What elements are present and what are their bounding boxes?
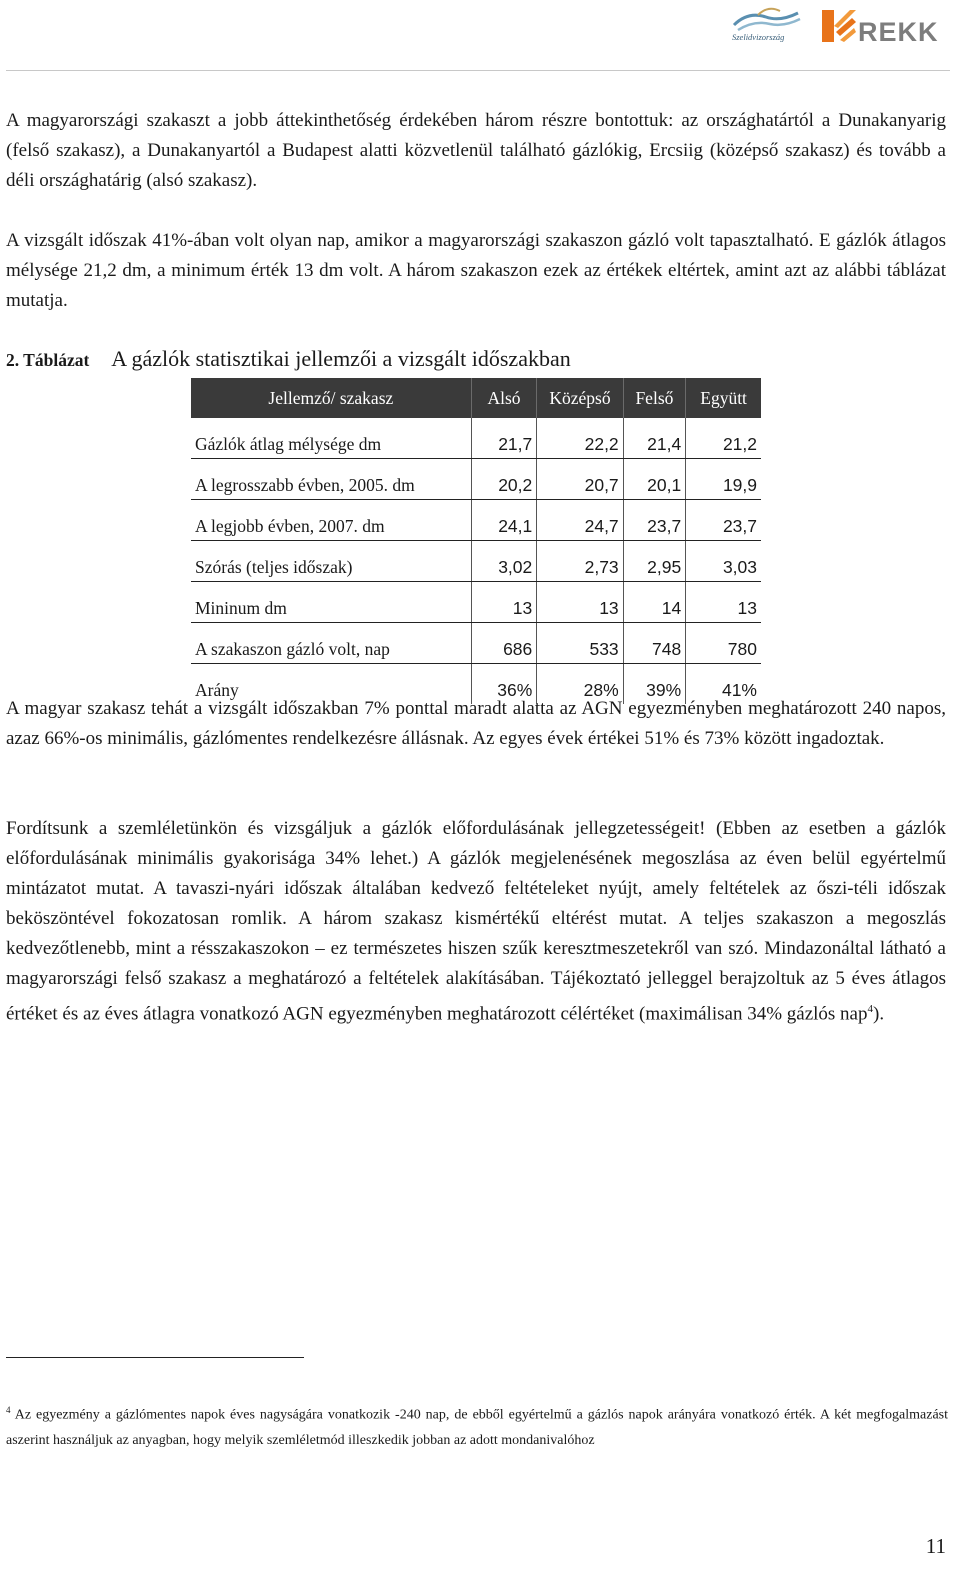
- rekk-logo-text: REKK: [858, 17, 939, 47]
- table-cell: 24,1: [471, 500, 537, 541]
- table-cell: 21,4: [623, 418, 686, 459]
- table-header-cell: Felső: [623, 378, 686, 418]
- table-cell: 21,7: [471, 418, 537, 459]
- table-row: [191, 418, 761, 459]
- table-cell: 748: [623, 623, 686, 664]
- table-caption-number: 2. Táblázat: [6, 350, 90, 370]
- table-cell: 36%: [471, 664, 537, 705]
- paragraph-4: [6, 814, 946, 1029]
- table-cell: 780: [686, 623, 761, 664]
- table-cell: 13: [686, 582, 761, 623]
- table-cell: 3,02: [471, 541, 537, 582]
- table-cell: 14: [623, 582, 686, 623]
- ford-statistics-table: [191, 378, 761, 704]
- footnote-marker: 4: [6, 1405, 11, 1415]
- table-row-label: A legrosszabb évben, 2005. dm: [191, 459, 471, 500]
- footnote-separator: [6, 1357, 304, 1358]
- table-row-label: A legjobb évben, 2007. dm: [191, 500, 471, 541]
- szelidvizorszag-logo-text: Szelidvizország: [732, 32, 785, 42]
- paragraph-4-body: Fordítsunk a szemléletünkön és vizsgáljuk a gázlók előfordulásának jellegzetességeit! (Ebben az esetben a gázlók előfordulásának minimális gyakorisága 34% lehet.) A gázlók megjelenésének megoszlása az éven belül egyértelmű mintázatot mutat. A tavaszi-nyári időszak általában kedvező feltételeket nyújt, amely feltételek az őszi-téli időszak beköszöntével fokozatosan romlik. A három szakasz kismértékű eltérést mutat. A teljes szakaszon a megoszlás kedvezőtlenebb, mint a résszakaszokon – ez természetes hiszen szűk keresztmeszetekről van szó. Mindazonáltal látható a magyarországi felső szakasz a meghatározó a feltételek alakításában. Tájékoztató jelleggel berajzoltuk az 5 éves átlagos értéket és az éves átlagra vonatkozó AGN egyezményben meghatározott célértéket (maximálisan 34% gázlós nap: [6, 818, 946, 1025]
- paragraph-1-text: A magyarországi szakaszt a jobb áttekinthetőség érdekében három részre bontottuk: az országhatártól a Dunakanyarig (felső szakasz), a Dunakanyartól a Budapest alatti közvetlenül található gázlókig, Ercsiig (középső szakasz) és tovább a déli országhatárig (alsó szakasz).: [6, 110, 946, 191]
- table-row: [191, 582, 761, 623]
- table-header-cell: Jellemző/ szakasz: [191, 378, 471, 418]
- table-caption: [6, 346, 571, 372]
- table-header-cell: Középső: [537, 378, 623, 418]
- table-row-label: Mininum dm: [191, 582, 471, 623]
- table-cell: 20,1: [623, 459, 686, 500]
- table-cell: 24,7: [537, 500, 623, 541]
- table-cell: 20,2: [471, 459, 537, 500]
- table-cell: 19,9: [686, 459, 761, 500]
- table-row-label: A szakaszon gázló volt, nap: [191, 623, 471, 664]
- table-cell: 39%: [623, 664, 686, 705]
- table-header-cell: Együtt: [686, 378, 761, 418]
- footnote-reference[interactable]: 4: [867, 1003, 873, 1015]
- page-number: 11: [925, 1534, 946, 1558]
- table-cell: 20,7: [537, 459, 623, 500]
- header-divider: [6, 70, 950, 71]
- table-cell: 23,7: [686, 500, 761, 541]
- table-row: [191, 623, 761, 664]
- paragraph-3: [6, 694, 946, 754]
- table-cell: 13: [471, 582, 537, 623]
- table-caption-title: A gázlók statisztikai jellemzői a vizsgált időszakban: [111, 346, 571, 371]
- table-row: [191, 500, 761, 541]
- footnote-text: Az egyezmény a gázlómentes napok éves nagyságára vonatkozik -240 nap, de ebből egyértelmű a gázlós napok arányára vonatkozó érték. A két megfogalmazást aszerint használjuk az anyagban, hogy melyik szemléletmód illeszkedik jobban az adott mondanivalóhoz: [6, 1407, 948, 1448]
- table-cell: 2,73: [537, 541, 623, 582]
- paragraph-4-end: ).: [873, 1003, 885, 1025]
- table-row-label: Arány: [195, 680, 239, 700]
- paragraph-3-text: A magyar szakasz tehát a vizsgált időszakban 7% ponttal maradt alatta az AGN egyezményben meghatározott 240 napos, azaz 66%-os minimális, gázlómentes rendelkezésre állásnak. Az egyes évek értékei 51% és 73% között ingadoztak.: [6, 698, 946, 749]
- table-header-row: [191, 378, 761, 418]
- table-cell: 13: [537, 582, 623, 623]
- footnote: [6, 1398, 948, 1453]
- paragraph-1: [6, 106, 946, 196]
- paragraph-2-text: A vizsgált időszak 41%-ában volt olyan nap, amikor a magyarországi szakaszon gázló volt tapasztalható. E gázlók átlagos mélysége 21,2 dm, a minimum érték 13 dm volt. A három szakaszon ezek az értékek eltértek, amint azt az alábbi táblázat mutatja.: [6, 230, 946, 311]
- table-row: [191, 459, 761, 500]
- table-row-label: Szórás (teljes időszak): [191, 541, 471, 582]
- table-cell: 28%: [537, 664, 623, 705]
- table-cell: 3,03: [686, 541, 761, 582]
- table-cell: 22,2: [537, 418, 623, 459]
- paragraph-2: [6, 226, 946, 316]
- table-cell: 2,95: [623, 541, 686, 582]
- table-cell: 686: [471, 623, 537, 664]
- table-header-cell: Alsó: [471, 378, 537, 418]
- table-cell: 23,7: [623, 500, 686, 541]
- table-row: [191, 541, 761, 582]
- table-cell: 41%: [686, 664, 761, 705]
- table-cell: 533: [537, 623, 623, 664]
- table-row-label: Gázlók átlag mélysége dm: [191, 418, 471, 459]
- table-cell: 21,2: [686, 418, 761, 459]
- paragraph-4-text: [6, 814, 946, 1029]
